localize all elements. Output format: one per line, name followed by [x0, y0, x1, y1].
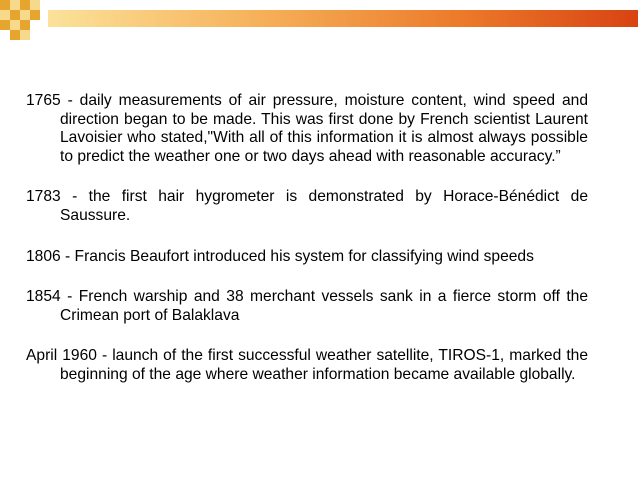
timeline-entry-1806: 1806 - Francis Beaufort introduced his system for classifying wind speeds — [26, 247, 534, 265]
checker-square — [20, 30, 30, 40]
checker-square — [10, 30, 20, 40]
checker-square — [10, 0, 20, 10]
checker-square — [20, 0, 30, 10]
checker-square — [0, 0, 10, 10]
timeline-entry-1783: 1783 - the first hair hygrometer is demonstrated by Horace-Bénédict de Saussure. — [26, 188, 588, 224]
checker-square — [30, 10, 40, 20]
timeline-entry-1854: 1854 - French warship and 38 merchant vessels sank in a fierce storm off the Crimean port of Balaklava — [26, 288, 588, 324]
timeline-text — [26, 92, 588, 385]
checker-square — [10, 20, 20, 30]
checker-decoration — [0, 0, 48, 44]
timeline-entry-1960: April 1960 - launch of the first successful weather satellite, TIROS-1, marked the beginning of the age where weather information became available globally. — [26, 347, 588, 383]
checker-square — [20, 20, 30, 30]
checker-square — [0, 10, 10, 20]
checker-square — [10, 10, 20, 20]
timeline-entry-1765: 1765 - daily measurements of air pressure, moisture content, wind speed and direction began to be made. This was first done by French scientist Laurent Lavoisier who stated,"With all of this information it is almost always possible to predict the weather one or two days ahead with reasonable accuracy.” — [26, 92, 588, 165]
checker-square — [30, 0, 40, 10]
checker-square — [0, 20, 10, 30]
header-gradient-bar — [48, 10, 638, 27]
checker-square — [20, 10, 30, 20]
